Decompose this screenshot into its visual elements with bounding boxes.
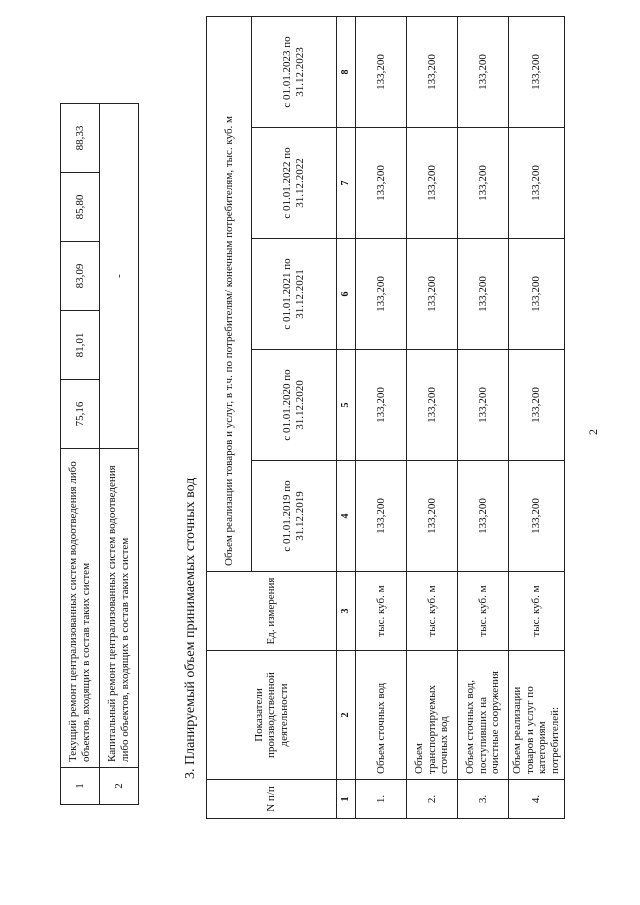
header-indicators: Показатели производственной деятельности: [207, 651, 337, 780]
value-cell: 83,09: [61, 242, 100, 311]
previous-table-end: [60, 103, 139, 805]
planned-wastewater-table: [206, 16, 565, 819]
row-number: 1: [61, 768, 100, 805]
table-row: [509, 17, 565, 819]
header-n: N п/п: [207, 780, 337, 819]
value-cell: 133,200: [458, 17, 509, 128]
table-row: [407, 17, 458, 819]
value-cell: 133,200: [407, 128, 458, 239]
value-cell: 75,16: [61, 380, 100, 449]
row-name: Текущий ремонт централизованных систем водоотведения либо объектов, входящих в состав таких систем: [61, 449, 100, 768]
row-unit: тыс. куб. м: [356, 572, 407, 651]
column-number: 4: [337, 461, 356, 572]
period-header: с 01.01.2021 по 31.12.2021: [252, 239, 337, 350]
value-cell: 133,200: [509, 461, 565, 572]
value-cell: 85,80: [61, 173, 100, 242]
value-cell: 88,33: [61, 104, 100, 173]
value-cell: 133,200: [407, 461, 458, 572]
row-name: Объем сточных вод, поступивших на очистные сооружения: [458, 651, 509, 780]
value-cell: 133,200: [407, 17, 458, 128]
row-number: 1.: [356, 780, 407, 819]
period-header: с 01.01.2023 по 31.12.2023: [252, 17, 337, 128]
column-number: 2: [337, 651, 356, 780]
row-name: Объем сточных вод: [356, 651, 407, 780]
column-number: 3: [337, 572, 356, 651]
table-row: [100, 104, 139, 805]
table-row: [458, 17, 509, 819]
column-number: 5: [337, 350, 356, 461]
value-cell: 133,200: [458, 350, 509, 461]
header-row: [207, 17, 252, 819]
row-name: Объем реализации товаров и услуг по категориям потребителей:: [509, 651, 565, 780]
period-header: с 01.01.2022 по 31.12.2022: [252, 128, 337, 239]
value-cell: 133,200: [407, 239, 458, 350]
column-number: 7: [337, 128, 356, 239]
header-group: Объем реализации товаров и услуг, в т.ч. по потребителям/ конечным потребителям, тыс. куб. м: [207, 17, 252, 572]
row-number: 4.: [509, 780, 565, 819]
row-unit: тыс. куб. м: [407, 572, 458, 651]
value-cell: 133,200: [509, 239, 565, 350]
row-name: Капитальный ремонт централизованных систем водоотведения либо объектов, входящих в состав таких систем: [100, 449, 139, 768]
value-cell: 133,200: [407, 350, 458, 461]
column-number: 6: [337, 239, 356, 350]
value-cell: 81,01: [61, 311, 100, 380]
row-unit: тыс. куб. м: [509, 572, 565, 651]
table-row: [356, 17, 407, 819]
value-cell: 133,200: [458, 461, 509, 572]
merged-value-cell: -: [100, 104, 139, 449]
value-cell: 133,200: [356, 128, 407, 239]
header-unit: Ед. измерения: [207, 572, 337, 651]
row-unit: тыс. куб. м: [458, 572, 509, 651]
value-cell: 133,200: [356, 350, 407, 461]
value-cell: 133,200: [458, 239, 509, 350]
value-cell: 133,200: [509, 350, 565, 461]
section-title: 3. Планируемый объем принимаемых сточных вод: [183, 477, 198, 779]
column-number: 8: [337, 17, 356, 128]
value-cell: 133,200: [356, 239, 407, 350]
column-number: 1: [337, 780, 356, 819]
value-cell: 133,200: [356, 17, 407, 128]
period-header: с 01.01.2020 по 31.12.2020: [252, 350, 337, 461]
value-cell: 133,200: [458, 128, 509, 239]
value-cell: 133,200: [356, 461, 407, 572]
page-number: 2: [586, 429, 600, 435]
column-number-row: [337, 17, 356, 819]
row-number: 2: [100, 768, 139, 805]
value-cell: 133,200: [509, 17, 565, 128]
value-cell: 133,200: [509, 128, 565, 239]
row-number: 3.: [458, 780, 509, 819]
row-name: Объем транспортируемых сточных вод: [407, 651, 458, 780]
period-header: с 01.01.2019 по 31.12.2019: [252, 461, 337, 572]
table-row: [61, 104, 100, 805]
row-number: 2.: [407, 780, 458, 819]
